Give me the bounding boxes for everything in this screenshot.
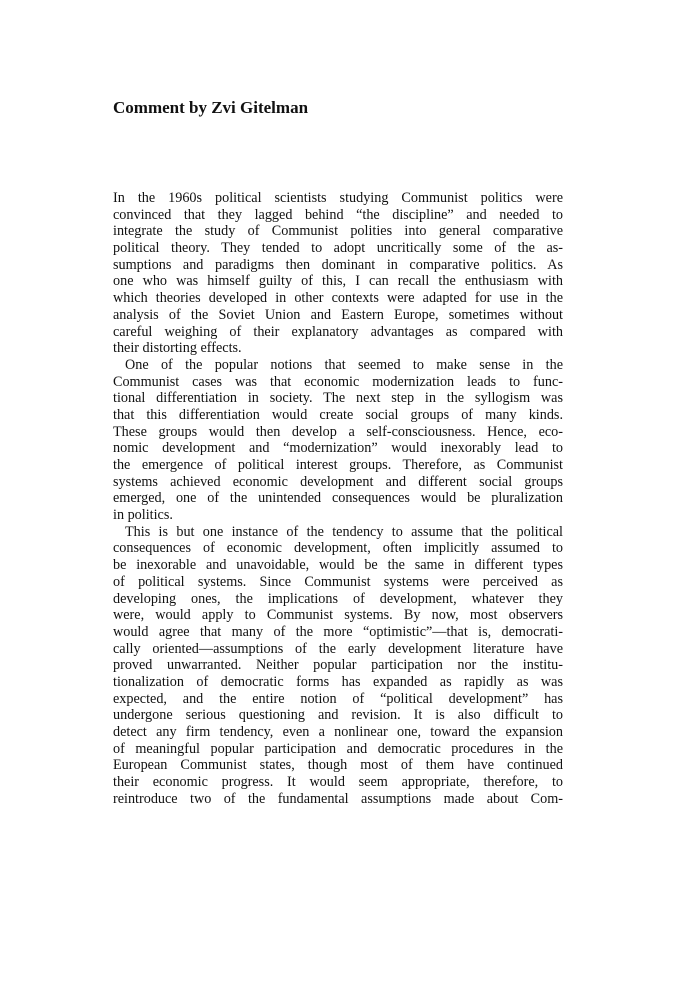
text-line: European Communist states, though most of them have continued (113, 757, 563, 774)
text-line: the emergence of political interest groups. Therefore, as Communist (113, 457, 563, 473)
text-line: which theories developed in other contexts were adapted for use in the (113, 290, 563, 307)
text-line: one who was himself guilty of this, I can recall the enthusiasm with (113, 273, 563, 290)
text-line: integrate the study of Communist polities into general comparative (113, 223, 563, 240)
text-line: cally oriented—assumptions of the early development literature have (113, 640, 563, 657)
page-title: Comment by Zvi Gitelman (113, 98, 309, 117)
text-line: detect any firm tendency, even a nonlinear one, toward the expansion (113, 724, 563, 740)
text-line: nomic development and “modernization” would inexorably lead to (113, 440, 563, 457)
text-line: sumptions and paradigms then dominant in comparative politics. As (113, 256, 563, 273)
text-line: in politics. (113, 507, 173, 524)
text-line: proved unwarranted. Neither popular participation nor the institu- (113, 657, 563, 674)
body-text (113, 190, 563, 807)
text-line: would agree that many of the more “optimistic”—that is, democrati- (113, 623, 563, 640)
text-line: Communist cases was that economic modernization leads to func- (113, 373, 563, 390)
paragraph (113, 190, 563, 357)
text-line: In the 1960s political scientists studying Communist politics were (113, 190, 563, 206)
text-line: These groups would then develop a self-consciousness. Hence, eco- (113, 423, 563, 440)
text-line: emerged, one of the unintended consequences would be pluralization (113, 490, 563, 507)
text-line: consequences of economic development, often implicitly assumed to (113, 540, 563, 557)
text-line: analysis of the Soviet Union and Eastern Europe, sometimes without (113, 306, 563, 323)
text-line: reintroduce two of the fundamental assumptions made about Com- (113, 790, 563, 807)
text-line: One of the popular notions that seemed to make sense in the (125, 356, 563, 373)
text-line: their economic progress. It would seem appropriate, therefore, to (113, 774, 563, 791)
paragraph (113, 357, 563, 524)
text-line: tional differentiation in society. The next step in the syllogism was (113, 390, 563, 407)
paragraph (113, 524, 563, 808)
text-line: political theory. They tended to adopt uncritically some of the as- (113, 240, 563, 257)
text-line: careful weighing of their explanatory advantages as compared with (113, 323, 563, 340)
text-line: their distorting effects. (113, 340, 242, 357)
text-line: developing ones, the implications of development, whatever they (113, 590, 563, 607)
text-line: were, would apply to Communist systems. By now, most observers (113, 607, 563, 624)
text-line: tionalization of democratic forms has expanded as rapidly as was (113, 673, 563, 690)
text-line: that this differentiation would create social groups of many kinds. (113, 406, 563, 423)
text-line: convinced that they lagged behind “the discipline” and needed to (113, 206, 563, 223)
text-line: be inexorable and unavoidable, would be the same in different types (113, 557, 563, 574)
text-line: of political systems. Since Communist systems were perceived as (113, 573, 563, 590)
text-line: expected, and the entire notion of “political development” has (113, 690, 563, 707)
text-line: systems achieved economic development and different social groups (113, 473, 563, 490)
text-line: of meaningful popular participation and democratic procedures in the (113, 740, 563, 757)
text-line: This is but one instance of the tendency to assume that the political (125, 523, 563, 540)
text-line: undergone serious questioning and revision. It is also difficult to (113, 707, 563, 724)
